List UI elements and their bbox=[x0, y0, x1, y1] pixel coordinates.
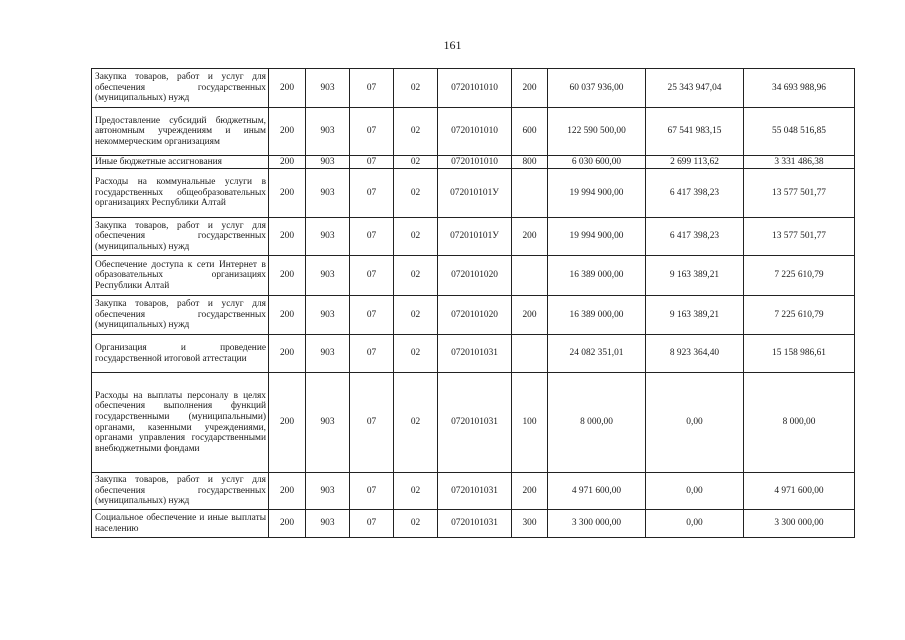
row-name-cell: Предоставление субсидий бюджетным, автономным учреждениям и иным некоммерческим организациям bbox=[92, 108, 269, 156]
code-cell: 200 bbox=[269, 169, 306, 218]
value-cell-1: 122 590 500,00 bbox=[548, 108, 646, 156]
value-cell-1: 16 389 000,00 bbox=[548, 296, 646, 335]
value-cell-2: 9 163 389,21 bbox=[646, 296, 744, 335]
section-cell: 07 bbox=[350, 218, 394, 256]
expense-type-cell: 200 bbox=[512, 218, 548, 256]
expense-type-cell bbox=[512, 169, 548, 218]
value-cell-2: 67 541 983,15 bbox=[646, 108, 744, 156]
target-article-cell: 0720101010 bbox=[438, 69, 512, 108]
subsection-cell: 02 bbox=[394, 169, 438, 218]
ministry-code-cell: 903 bbox=[306, 169, 350, 218]
ministry-code-cell: 903 bbox=[306, 69, 350, 108]
row-name-cell: Расходы на выплаты персоналу в целях обеспечения выполнения функций государственными (муниципальными) органами, казенными учреждениями, органами управления государственными внебюджетными фондами bbox=[92, 373, 269, 473]
table-body bbox=[92, 69, 855, 538]
value-cell-2: 8 923 364,40 bbox=[646, 335, 744, 373]
target-article-cell: 0720101020 bbox=[438, 296, 512, 335]
subsection-cell: 02 bbox=[394, 156, 438, 169]
value-cell-3: 7 225 610,79 bbox=[744, 256, 855, 296]
value-cell-1: 16 389 000,00 bbox=[548, 256, 646, 296]
table-row bbox=[92, 473, 855, 510]
table-row bbox=[92, 169, 855, 218]
value-cell-2: 2 699 113,62 bbox=[646, 156, 744, 169]
subsection-cell: 02 bbox=[394, 256, 438, 296]
code-cell: 200 bbox=[269, 256, 306, 296]
row-name-cell: Расходы на коммунальные услуги в государственных общеобразовательных организациях Республики Алтай bbox=[92, 169, 269, 218]
ministry-code-cell: 903 bbox=[306, 108, 350, 156]
table-row bbox=[92, 156, 855, 169]
row-name-cell: Организация и проведение государственной итоговой аттестации bbox=[92, 335, 269, 373]
value-cell-3: 4 971 600,00 bbox=[744, 473, 855, 510]
value-cell-3: 3 300 000,00 bbox=[744, 510, 855, 538]
expense-type-cell: 200 bbox=[512, 473, 548, 510]
section-cell: 07 bbox=[350, 296, 394, 335]
subsection-cell: 02 bbox=[394, 335, 438, 373]
value-cell-2: 6 417 398,23 bbox=[646, 169, 744, 218]
ministry-code-cell: 903 bbox=[306, 473, 350, 510]
table-row bbox=[92, 108, 855, 156]
subsection-cell: 02 bbox=[394, 296, 438, 335]
ministry-code-cell: 903 bbox=[306, 335, 350, 373]
value-cell-3: 15 158 986,61 bbox=[744, 335, 855, 373]
ministry-code-cell: 903 bbox=[306, 510, 350, 538]
row-name-cell: Закупка товаров, работ и услуг для обеспечения государственных (муниципальных) нужд bbox=[92, 69, 269, 108]
code-cell: 200 bbox=[269, 296, 306, 335]
expense-type-cell: 300 bbox=[512, 510, 548, 538]
section-cell: 07 bbox=[350, 510, 394, 538]
row-name-cell: Социальное обеспечение и иные выплаты населению bbox=[92, 510, 269, 538]
expense-type-cell: 600 bbox=[512, 108, 548, 156]
value-cell-3: 34 693 988,96 bbox=[744, 69, 855, 108]
table-row bbox=[92, 218, 855, 256]
code-cell: 200 bbox=[269, 218, 306, 256]
target-article-cell: 072010101У bbox=[438, 169, 512, 218]
section-cell: 07 bbox=[350, 256, 394, 296]
value-cell-3: 13 577 501,77 bbox=[744, 218, 855, 256]
row-name-cell: Закупка товаров, работ и услуг для обеспечения государственных (муниципальных) нужд bbox=[92, 296, 269, 335]
target-article-cell: 0720101010 bbox=[438, 108, 512, 156]
value-cell-2: 25 343 947,04 bbox=[646, 69, 744, 108]
ministry-code-cell: 903 bbox=[306, 296, 350, 335]
target-article-cell: 0720101031 bbox=[438, 335, 512, 373]
expense-type-cell: 200 bbox=[512, 69, 548, 108]
value-cell-2: 6 417 398,23 bbox=[646, 218, 744, 256]
table-row bbox=[92, 256, 855, 296]
value-cell-2: 0,00 bbox=[646, 373, 744, 473]
row-name-cell: Иные бюджетные ассигнования bbox=[92, 156, 269, 169]
expense-type-cell: 100 bbox=[512, 373, 548, 473]
target-article-cell: 072010101У bbox=[438, 218, 512, 256]
table-row bbox=[92, 373, 855, 473]
code-cell: 200 bbox=[269, 156, 306, 169]
value-cell-3: 7 225 610,79 bbox=[744, 296, 855, 335]
table-row bbox=[92, 296, 855, 335]
value-cell-3: 13 577 501,77 bbox=[744, 169, 855, 218]
row-name-cell: Закупка товаров, работ и услуг для обеспечения государственных (муниципальных) нужд bbox=[92, 218, 269, 256]
value-cell-2: 0,00 bbox=[646, 473, 744, 510]
value-cell-3: 55 048 516,85 bbox=[744, 108, 855, 156]
section-cell: 07 bbox=[350, 373, 394, 473]
subsection-cell: 02 bbox=[394, 108, 438, 156]
expense-type-cell: 200 bbox=[512, 296, 548, 335]
section-cell: 07 bbox=[350, 108, 394, 156]
code-cell: 200 bbox=[269, 69, 306, 108]
value-cell-1: 24 082 351,01 bbox=[548, 335, 646, 373]
code-cell: 200 bbox=[269, 373, 306, 473]
subsection-cell: 02 bbox=[394, 69, 438, 108]
section-cell: 07 bbox=[350, 69, 394, 108]
subsection-cell: 02 bbox=[394, 473, 438, 510]
value-cell-1: 8 000,00 bbox=[548, 373, 646, 473]
budget-table bbox=[91, 68, 855, 538]
table-row bbox=[92, 335, 855, 373]
value-cell-1: 4 971 600,00 bbox=[548, 473, 646, 510]
code-cell: 200 bbox=[269, 108, 306, 156]
value-cell-3: 3 331 486,38 bbox=[744, 156, 855, 169]
target-article-cell: 0720101031 bbox=[438, 373, 512, 473]
subsection-cell: 02 bbox=[394, 218, 438, 256]
target-article-cell: 0720101031 bbox=[438, 473, 512, 510]
value-cell-2: 9 163 389,21 bbox=[646, 256, 744, 296]
section-cell: 07 bbox=[350, 335, 394, 373]
page-number: 161 bbox=[443, 38, 462, 52]
code-cell: 200 bbox=[269, 510, 306, 538]
row-name-cell: Закупка товаров, работ и услуг для обеспечения государственных (муниципальных) нужд bbox=[92, 473, 269, 510]
row-name-cell: Обеспечение доступа к сети Интернет в образовательных организациях Республики Алтай bbox=[92, 256, 269, 296]
table-row bbox=[92, 510, 855, 538]
target-article-cell: 0720101020 bbox=[438, 256, 512, 296]
value-cell-1: 60 037 936,00 bbox=[548, 69, 646, 108]
target-article-cell: 0720101031 bbox=[438, 510, 512, 538]
section-cell: 07 bbox=[350, 169, 394, 218]
subsection-cell: 02 bbox=[394, 373, 438, 473]
table-row bbox=[92, 69, 855, 108]
code-cell: 200 bbox=[269, 473, 306, 510]
value-cell-1: 19 994 900,00 bbox=[548, 169, 646, 218]
expense-type-cell: 800 bbox=[512, 156, 548, 169]
expense-type-cell bbox=[512, 335, 548, 373]
value-cell-1: 3 300 000,00 bbox=[548, 510, 646, 538]
value-cell-3: 8 000,00 bbox=[744, 373, 855, 473]
value-cell-2: 0,00 bbox=[646, 510, 744, 538]
ministry-code-cell: 903 bbox=[306, 373, 350, 473]
target-article-cell: 0720101010 bbox=[438, 156, 512, 169]
expense-type-cell bbox=[512, 256, 548, 296]
ministry-code-cell: 903 bbox=[306, 256, 350, 296]
ministry-code-cell: 903 bbox=[306, 218, 350, 256]
value-cell-1: 6 030 600,00 bbox=[548, 156, 646, 169]
ministry-code-cell: 903 bbox=[306, 156, 350, 169]
subsection-cell: 02 bbox=[394, 510, 438, 538]
code-cell: 200 bbox=[269, 335, 306, 373]
section-cell: 07 bbox=[350, 473, 394, 510]
section-cell: 07 bbox=[350, 156, 394, 169]
value-cell-1: 19 994 900,00 bbox=[548, 218, 646, 256]
